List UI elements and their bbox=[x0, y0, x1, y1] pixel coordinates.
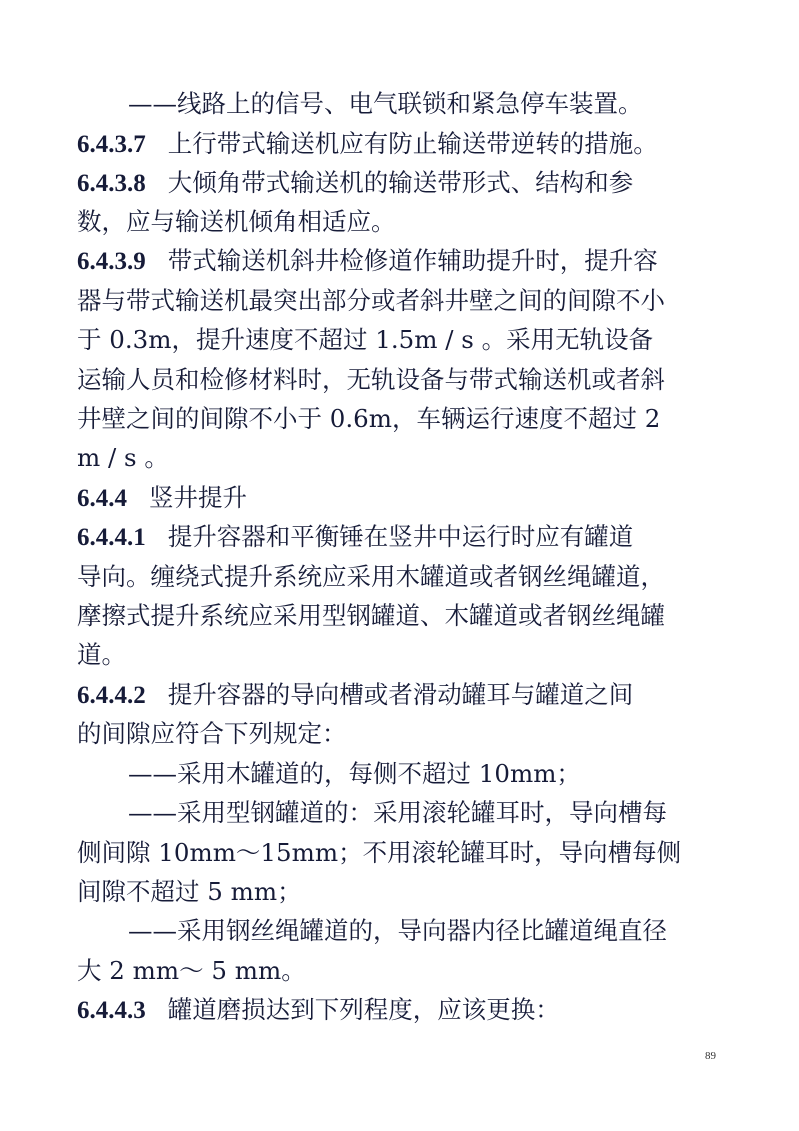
text-line bbox=[77, 596, 727, 635]
text-line bbox=[77, 714, 727, 753]
line-text: 竖井提升 bbox=[149, 483, 247, 512]
text-line bbox=[77, 438, 727, 477]
line-text: ——采用型钢罐道的：采用滚轮罐耳时，导向槽每 bbox=[128, 798, 667, 827]
text-line bbox=[77, 872, 727, 911]
line-text: 上行带式输送机应有防止输送带逆转的措施。 bbox=[167, 129, 658, 158]
line-text: 侧间隙 10mm～15mm；不用滚轮罐耳时，导向槽每侧 bbox=[77, 838, 682, 867]
clause-number: 6.4.4.1 bbox=[77, 524, 146, 551]
text-line bbox=[77, 281, 727, 320]
text-line bbox=[128, 84, 727, 123]
line-text: 间隙不超过 5 mm； bbox=[77, 877, 302, 906]
text-line bbox=[128, 754, 727, 793]
line-text: 道。 bbox=[77, 640, 126, 669]
clause-number: 6.4.4.3 bbox=[77, 997, 146, 1024]
text-line bbox=[77, 951, 727, 990]
line-text: ——线路上的信号、电气联锁和紧急停车装置。 bbox=[128, 89, 643, 118]
text-line bbox=[128, 793, 727, 832]
text-line bbox=[77, 241, 727, 280]
line-text: 井壁之间的间隙不小于 0.6m，车辆运行速度不超过 2 bbox=[77, 404, 661, 433]
line-text: 大 2 mm～ 5 mm。 bbox=[77, 956, 306, 985]
text-line bbox=[77, 990, 727, 1029]
text-line bbox=[77, 163, 727, 202]
text-line bbox=[77, 399, 727, 438]
line-text: 提升容器和平衡锤在竖井中运行时应有罐道 bbox=[167, 522, 634, 551]
line-text: 数，应与输送机倾角相适应。 bbox=[77, 207, 396, 236]
page-number: 89 bbox=[705, 1050, 716, 1062]
line-text: 带式输送机斜井检修道作辅助提升时，提升容 bbox=[167, 246, 658, 275]
line-text: 器与带式输送机最突出部分或者斜井壁之间的间隙不小 bbox=[77, 286, 665, 315]
line-text: 提升容器的导向槽或者滑动罐耳与罐道之间 bbox=[167, 680, 634, 709]
line-text: 的间隙应符合下列规定： bbox=[77, 719, 347, 748]
text-line bbox=[77, 635, 727, 674]
line-text: ——采用钢丝绳罐道的，导向器内径比罐道绳直径 bbox=[128, 916, 667, 945]
line-text: 罐道磨损达到下列程度，应该更换： bbox=[167, 995, 560, 1024]
clause-number: 6.4.3.9 bbox=[77, 248, 146, 275]
line-text: m / s 。 bbox=[77, 443, 169, 472]
clause-number: 6.4.4.2 bbox=[77, 682, 146, 709]
line-text: 运输人员和检修材料时，无轨设备与带式输送机或者斜 bbox=[77, 365, 665, 394]
text-line bbox=[77, 124, 727, 163]
clause-number: 6.4.3.7 bbox=[77, 131, 146, 158]
text-line bbox=[128, 911, 727, 950]
text-line bbox=[77, 675, 727, 714]
clause-number: 6.4.4 bbox=[77, 485, 127, 512]
text-line bbox=[77, 517, 727, 556]
line-text: 摩擦式提升系统应采用型钢罐道、木罐道或者钢丝绳罐 bbox=[77, 601, 665, 630]
line-text: 于 0.3m，提升速度不超过 1.5m / s 。采用无轨设备 bbox=[77, 325, 654, 354]
text-line bbox=[77, 320, 727, 359]
text-line bbox=[77, 478, 727, 517]
text-line bbox=[77, 202, 727, 241]
text-line bbox=[77, 557, 727, 596]
text-line bbox=[77, 360, 727, 399]
text-line bbox=[77, 833, 727, 872]
line-text: 大倾角带式输送机的输送带形式、结构和参 bbox=[167, 168, 634, 197]
line-text: 导向。缠绕式提升系统应采用木罐道或者钢丝绳罐道， bbox=[77, 562, 665, 591]
clause-number: 6.4.3.8 bbox=[77, 170, 146, 197]
line-text: ——采用木罐道的，每侧不超过 10mm； bbox=[128, 759, 581, 788]
